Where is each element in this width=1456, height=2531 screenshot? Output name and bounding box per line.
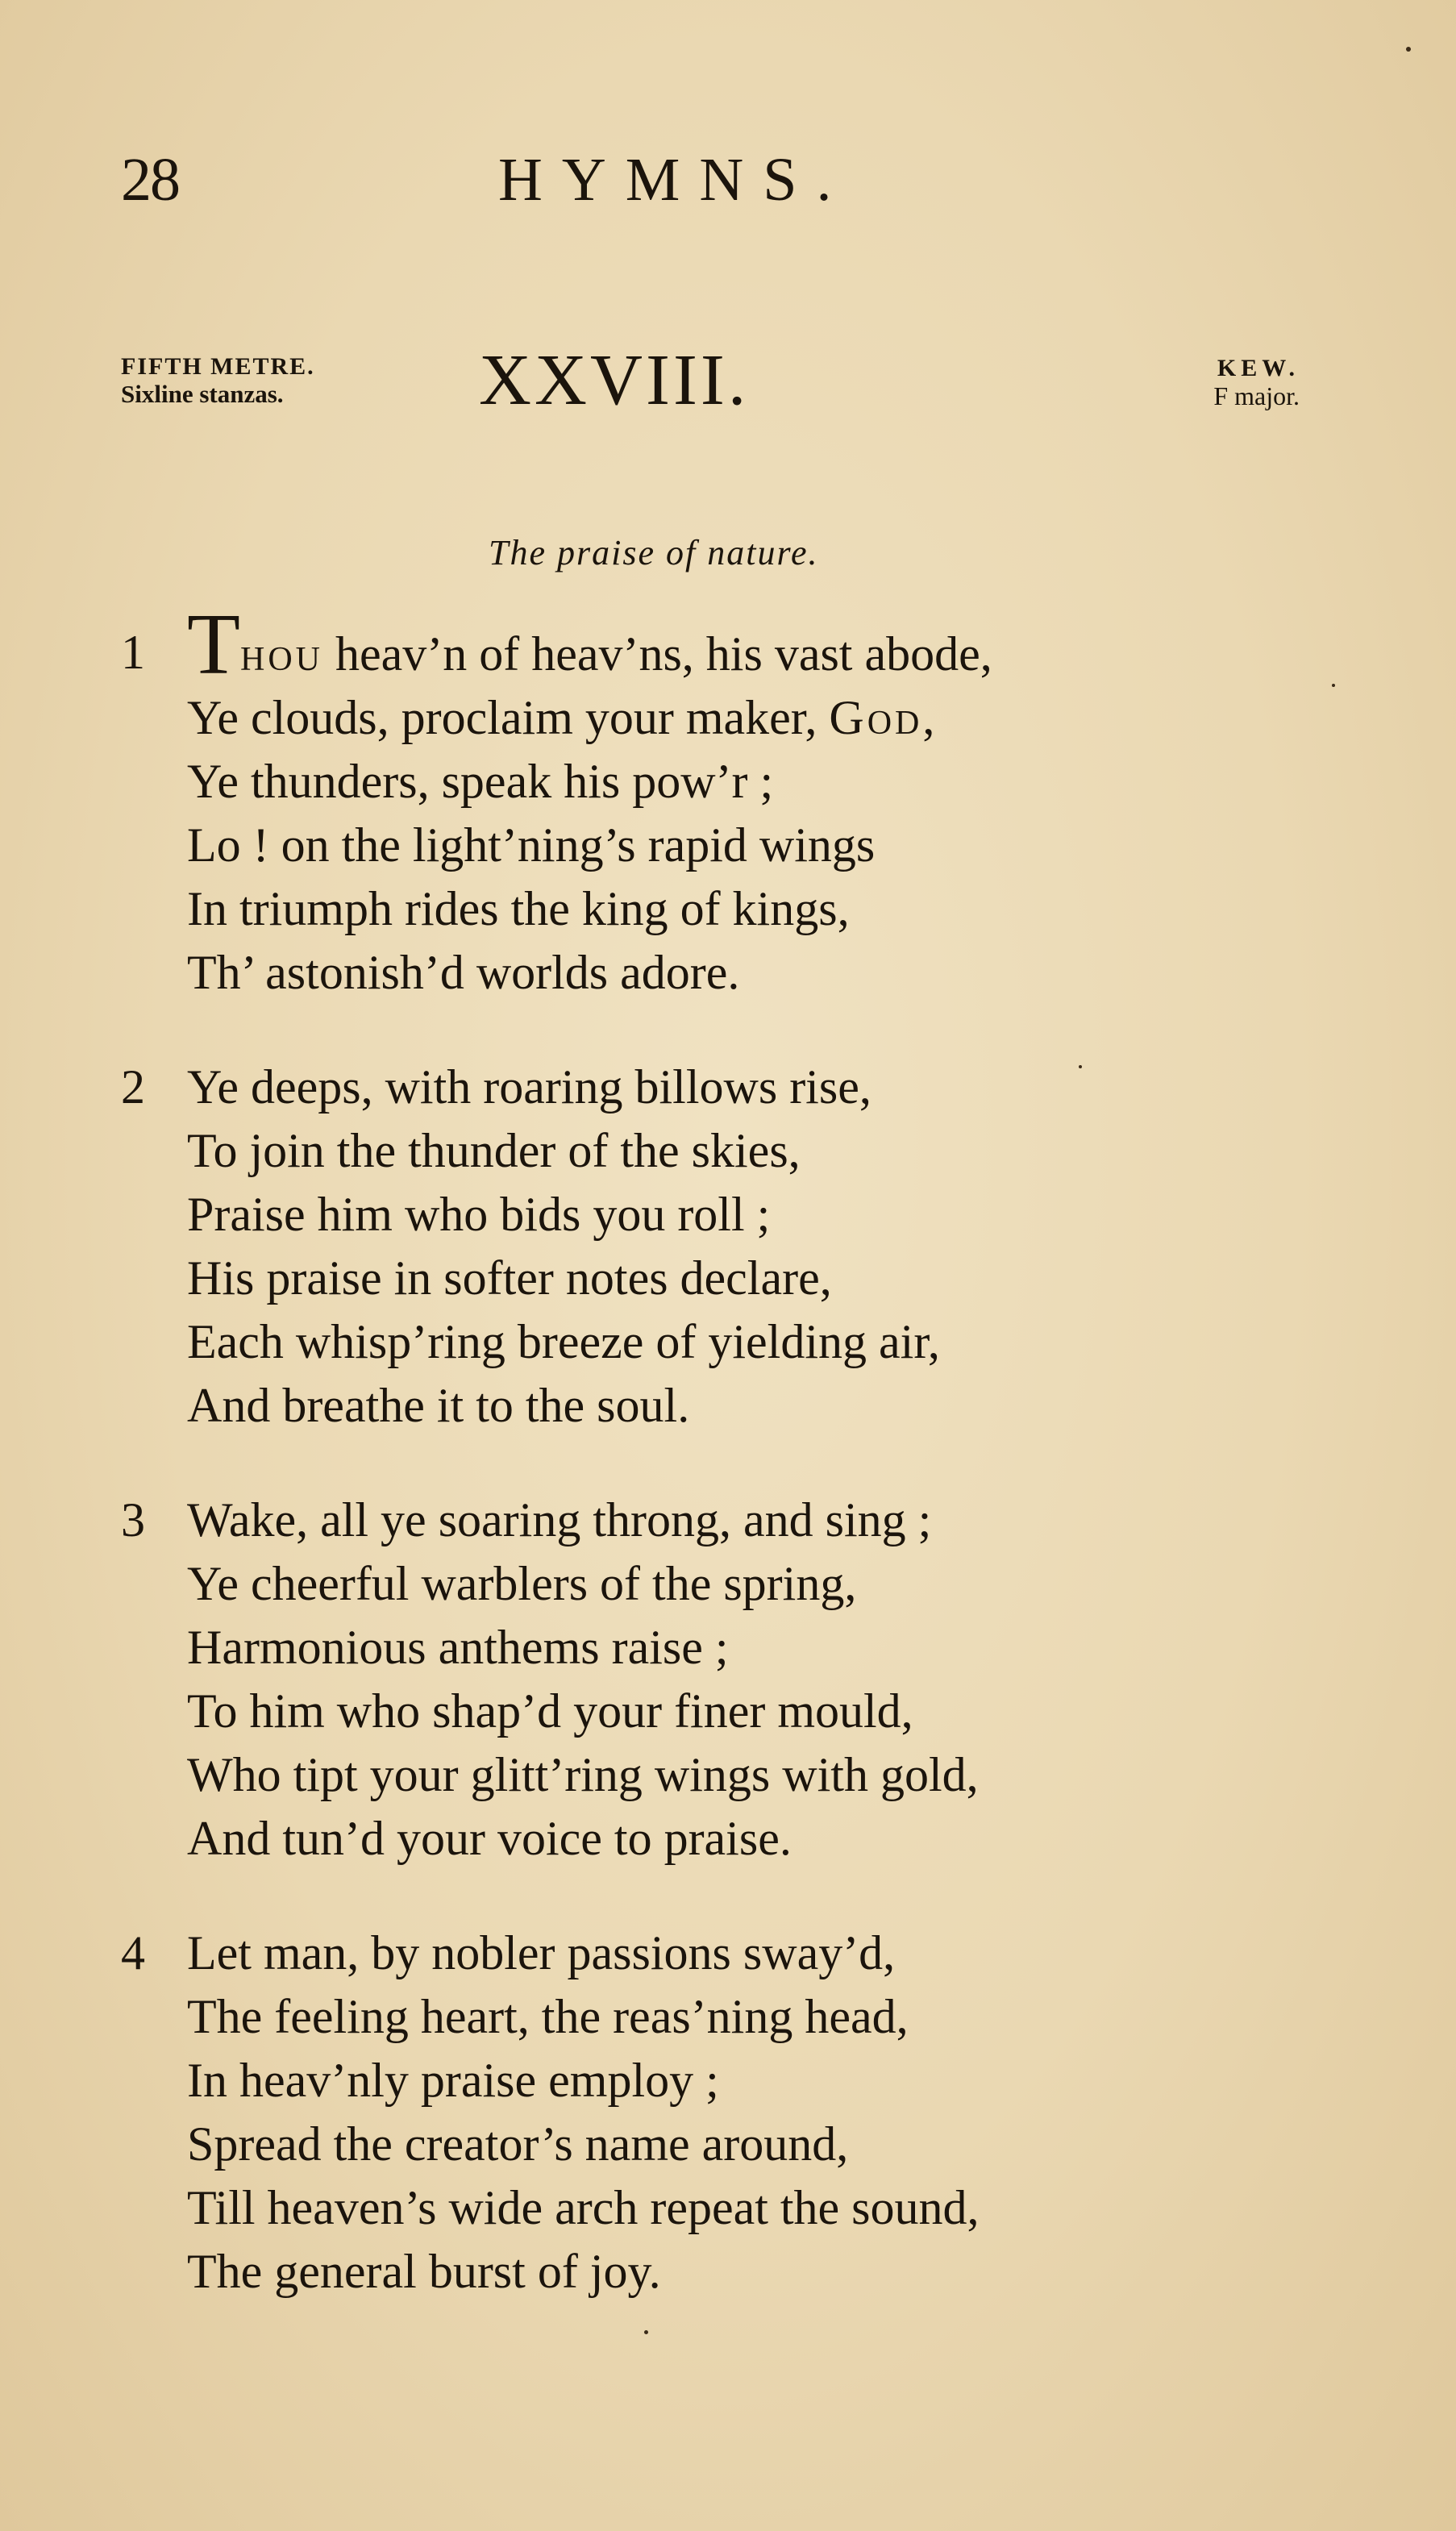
divine-name: God <box>829 691 923 744</box>
tune-note <box>1213 355 1300 410</box>
first-word-rest: hou <box>239 627 323 681</box>
stanza-4 <box>121 1921 1330 2304</box>
stanza-form: Sixline stanzas. <box>121 380 284 408</box>
verse-line: Ye deeps, with roaring billows rise, <box>187 1060 872 1114</box>
verse-line: To join the thunder of the skies, <box>187 1124 801 1177</box>
verse-line: Harmonious anthems raise ; <box>187 1621 729 1674</box>
verse-line: His praise in softer notes declare, <box>187 1251 832 1305</box>
hymn-number: XXVIII. <box>479 340 750 420</box>
verse-line: Lo ! on the light’ning’s rapid wings <box>187 818 876 872</box>
verse-line: Ye thunders, speak his pow’r ; <box>187 755 774 808</box>
line-punctuation: , <box>922 691 935 744</box>
verse-line: Each whisp’ring breeze of yielding air, <box>187 1315 940 1368</box>
stanza-number: 3 <box>121 1493 145 1546</box>
verse-line: Who tipt your glitt’ring wings with gold, <box>187 1748 979 1801</box>
verse-line: Th’ astonish’d worlds adore. <box>187 946 740 999</box>
stanza-number: 2 <box>121 1060 145 1114</box>
verse-line: Spread the creator’s name around, <box>187 2117 849 2171</box>
ink-speck <box>1079 1065 1082 1068</box>
verse-line: Wake, all ye soaring throng, and sing ; <box>187 1493 932 1546</box>
verse-line: Ye cheerful warblers of the spring, <box>187 1557 857 1610</box>
stanza-3 <box>121 1488 1330 1871</box>
stanza-number: 4 <box>121 1926 145 1979</box>
verse-line: Let man, by nobler passions sway’d, <box>187 1926 896 1979</box>
stanza-2 <box>121 1055 1330 1438</box>
drop-cap: T <box>187 597 240 693</box>
page-number: 28 <box>121 146 179 214</box>
metre-label: FIFTH METRE. <box>121 353 315 380</box>
verse-line: And breathe it to the soul. <box>187 1379 690 1432</box>
stanza-1 <box>121 597 1330 1005</box>
metre-note <box>121 353 315 408</box>
verse-line <box>187 597 1330 693</box>
tune-key: F major. <box>1213 381 1300 410</box>
verse-line: Till heaven’s wide arch repeat the sound, <box>187 2181 980 2234</box>
running-head <box>121 145 927 242</box>
ink-speck <box>1332 684 1335 687</box>
verse-line: In heav’nly praise employ ; <box>187 2054 719 2107</box>
verse-line: The feeling heart, the reas’ning head, <box>187 1990 909 2043</box>
ink-speck <box>644 2330 648 2334</box>
hymn-subtitle: The praise of nature. <box>489 533 819 572</box>
hymn-heading <box>121 339 1322 452</box>
line-text: Ye clouds, proclaim your maker, <box>187 691 830 744</box>
verse-line: Praise him who bids you roll ; <box>187 1188 771 1241</box>
running-title: HYMNS. <box>498 146 851 214</box>
verse-line: The general burst of joy. <box>187 2245 661 2298</box>
ink-speck <box>1406 47 1411 52</box>
verse-line <box>187 686 1330 750</box>
stanza-list <box>121 597 1330 2354</box>
verse-line: To him who shap’d your finer mould, <box>187 1684 913 1738</box>
verse-line: In triumph rides the king of kings, <box>187 882 850 935</box>
tune-name: KEW. <box>1217 355 1300 381</box>
stanza-number: 1 <box>121 626 145 679</box>
line-text: heav’n of heav’ns, his vast abode, <box>322 627 992 681</box>
verse-line: And tun’d your voice to praise. <box>187 1812 792 1865</box>
